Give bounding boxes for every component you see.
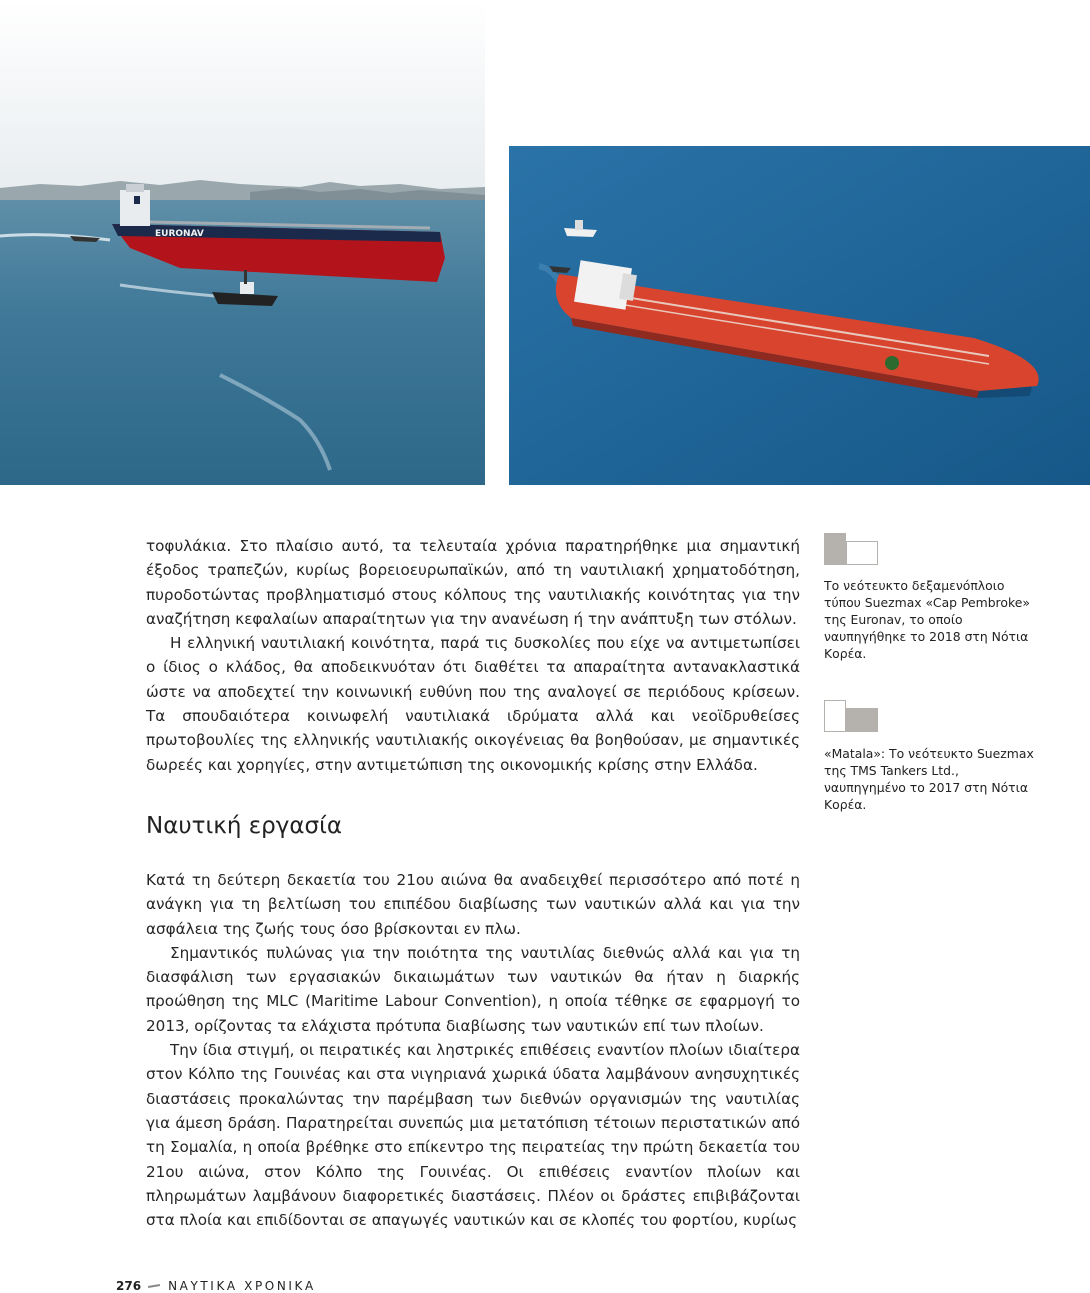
- paragraph: Κατά τη δεύτερη δεκαετία του 21ου αιώνα θα αναδειχθεί περισσότερο από ποτέ η ανάγκη για τη βελτίωση του επιπέδου διαβίωσης των ναυτικών αλλά και για την ασφάλεια της ζωής τους όσο βρίσκονται εν πλω.: [146, 871, 800, 938]
- caption-left-image-indicator: [824, 533, 878, 565]
- photo-matala-image: [509, 146, 1090, 485]
- photo-cap-pembroke: [0, 0, 485, 485]
- body-text-top: [146, 534, 800, 777]
- photo-cap-pembroke-image: [0, 0, 485, 485]
- section-heading: Ναυτική εργασία: [146, 813, 343, 839]
- body-text-bottom: [146, 868, 800, 1232]
- paragraph: τοφυλάκια. Στο πλαίσιο αυτό, τα τελευταία χρόνια παρατηρήθηκε μια σημαντική έξοδος τραπεζών, κυρίως βορειοευρωπαϊκών, από τη ναυτιλιακή χρηματοδότηση, πυροδοτώντας προβληματισμό στους κόλπους της ναυτιλιακής κοινότητας για την αναζήτηση κεφαλαίων απαραίτητων για την ανανέωση ή την ανάπτυξη των στόλων.: [146, 537, 800, 628]
- photo-matala: [509, 146, 1090, 485]
- filled-square-icon: [824, 533, 846, 565]
- page-number: 276: [116, 1279, 142, 1293]
- paragraph: Σημαντικός πυλώνας για την ποιότητα της ναυτιλίας διεθνώς αλλά και για τη διασφάλιση των εργασιακών δικαιωμάτων των ναυτικών θα ήταν η διαρκής προώθηση της MLC (Maritime Labour Convention), η οποία τέθηκε σε εφαρμογή το 2013, ορίζοντας τα ελάχιστα πρότυπα διαβίωσης των ναυτικών επί των πλοίων.: [146, 943, 800, 1035]
- outline-square-icon: [824, 700, 846, 732]
- paragraph: Την ίδια στιγμή, οι πειρατικές και ληστρικές επιθέσεις εναντίον πλοίων ιδιαίτερα στον Κόλπο της Γουινέας και στα νιγηριανά χωρικά ύδατα λαμβάνουν ανησυχητικές διαστάσεις προκαλώντας την παρέμβαση των διεθνών οργανισμών της ναυτιλίας για άμεση δράση. Παρατηρείται συνεπώς μια μετατόπιση τέτοιων περιστατικών από τη Σομαλία, η οποία βρέθηκε στο επίκεντρο της πειρατείας την πρώτη δεκαετία του 21ου αιώνα, στον Κόλπο της Γουινέας. Οι επιθέσεις εναντίον πλοίων και πληρωμάτων λαμβάνουν διαφορετικές διαστάσεις. Πλέον οι δράστες επιβιβάζονται στα πλοία και επιδίδονται σε απαγωγές ναυτικών και σε κλοπές του φορτίου, κυρίως: [146, 1041, 800, 1230]
- paragraph: Η ελληνική ναυτιλιακή κοινότητα, παρά τις δυσκολίες που είχε να αντιμετωπίσει ο ίδιος ο κλάδος, θα αποδεικνυόταν ότι διαθέτει τα απαραίτητα αντανακλαστικά ώστε να αποδεχτεί την κοινωνική ευθύνη που της αναλογεί σε περιόδους κρίσεων. Τα σπουδαιότερα κοινωφελή ναυτιλιακά ιδρύματα αλλά και νεοϊδρυθείσες πρωτοβουλίες της ελληνικής ναυτιλιακής οικογένειας θα βοηθούσαν, με σημαντικές δωρεές και χορηγίες, στην αντιμετώπιση της οικονομικής κρίσης στην Ελλάδα.: [146, 634, 800, 774]
- caption-matala: «Matala»: Το νεότευκτο Suezmax της TMS Tankers Ltd., ναυπηγημένο το 2017 στη Νότια Κορέα.: [824, 746, 1034, 812]
- caption-right-image-indicator: [824, 700, 878, 732]
- footer-dash-icon: [148, 1284, 160, 1288]
- caption-cap-pembroke: Το νεότευκτο δεξαμενόπλοιο τύπου Suezmax «Cap Pembroke» της Euronav, το οποίο ναυπηγήθηκε το 2018 στη Νότια Κορέα.: [824, 578, 1030, 661]
- outline-square-icon: [846, 541, 878, 565]
- hull-lettering: EURONAV: [155, 229, 204, 239]
- filled-square-icon: [846, 708, 878, 732]
- journal-title: ΝΑΥΤΙΚΑ ΧΡΟΝΙΚΑ: [168, 1279, 316, 1293]
